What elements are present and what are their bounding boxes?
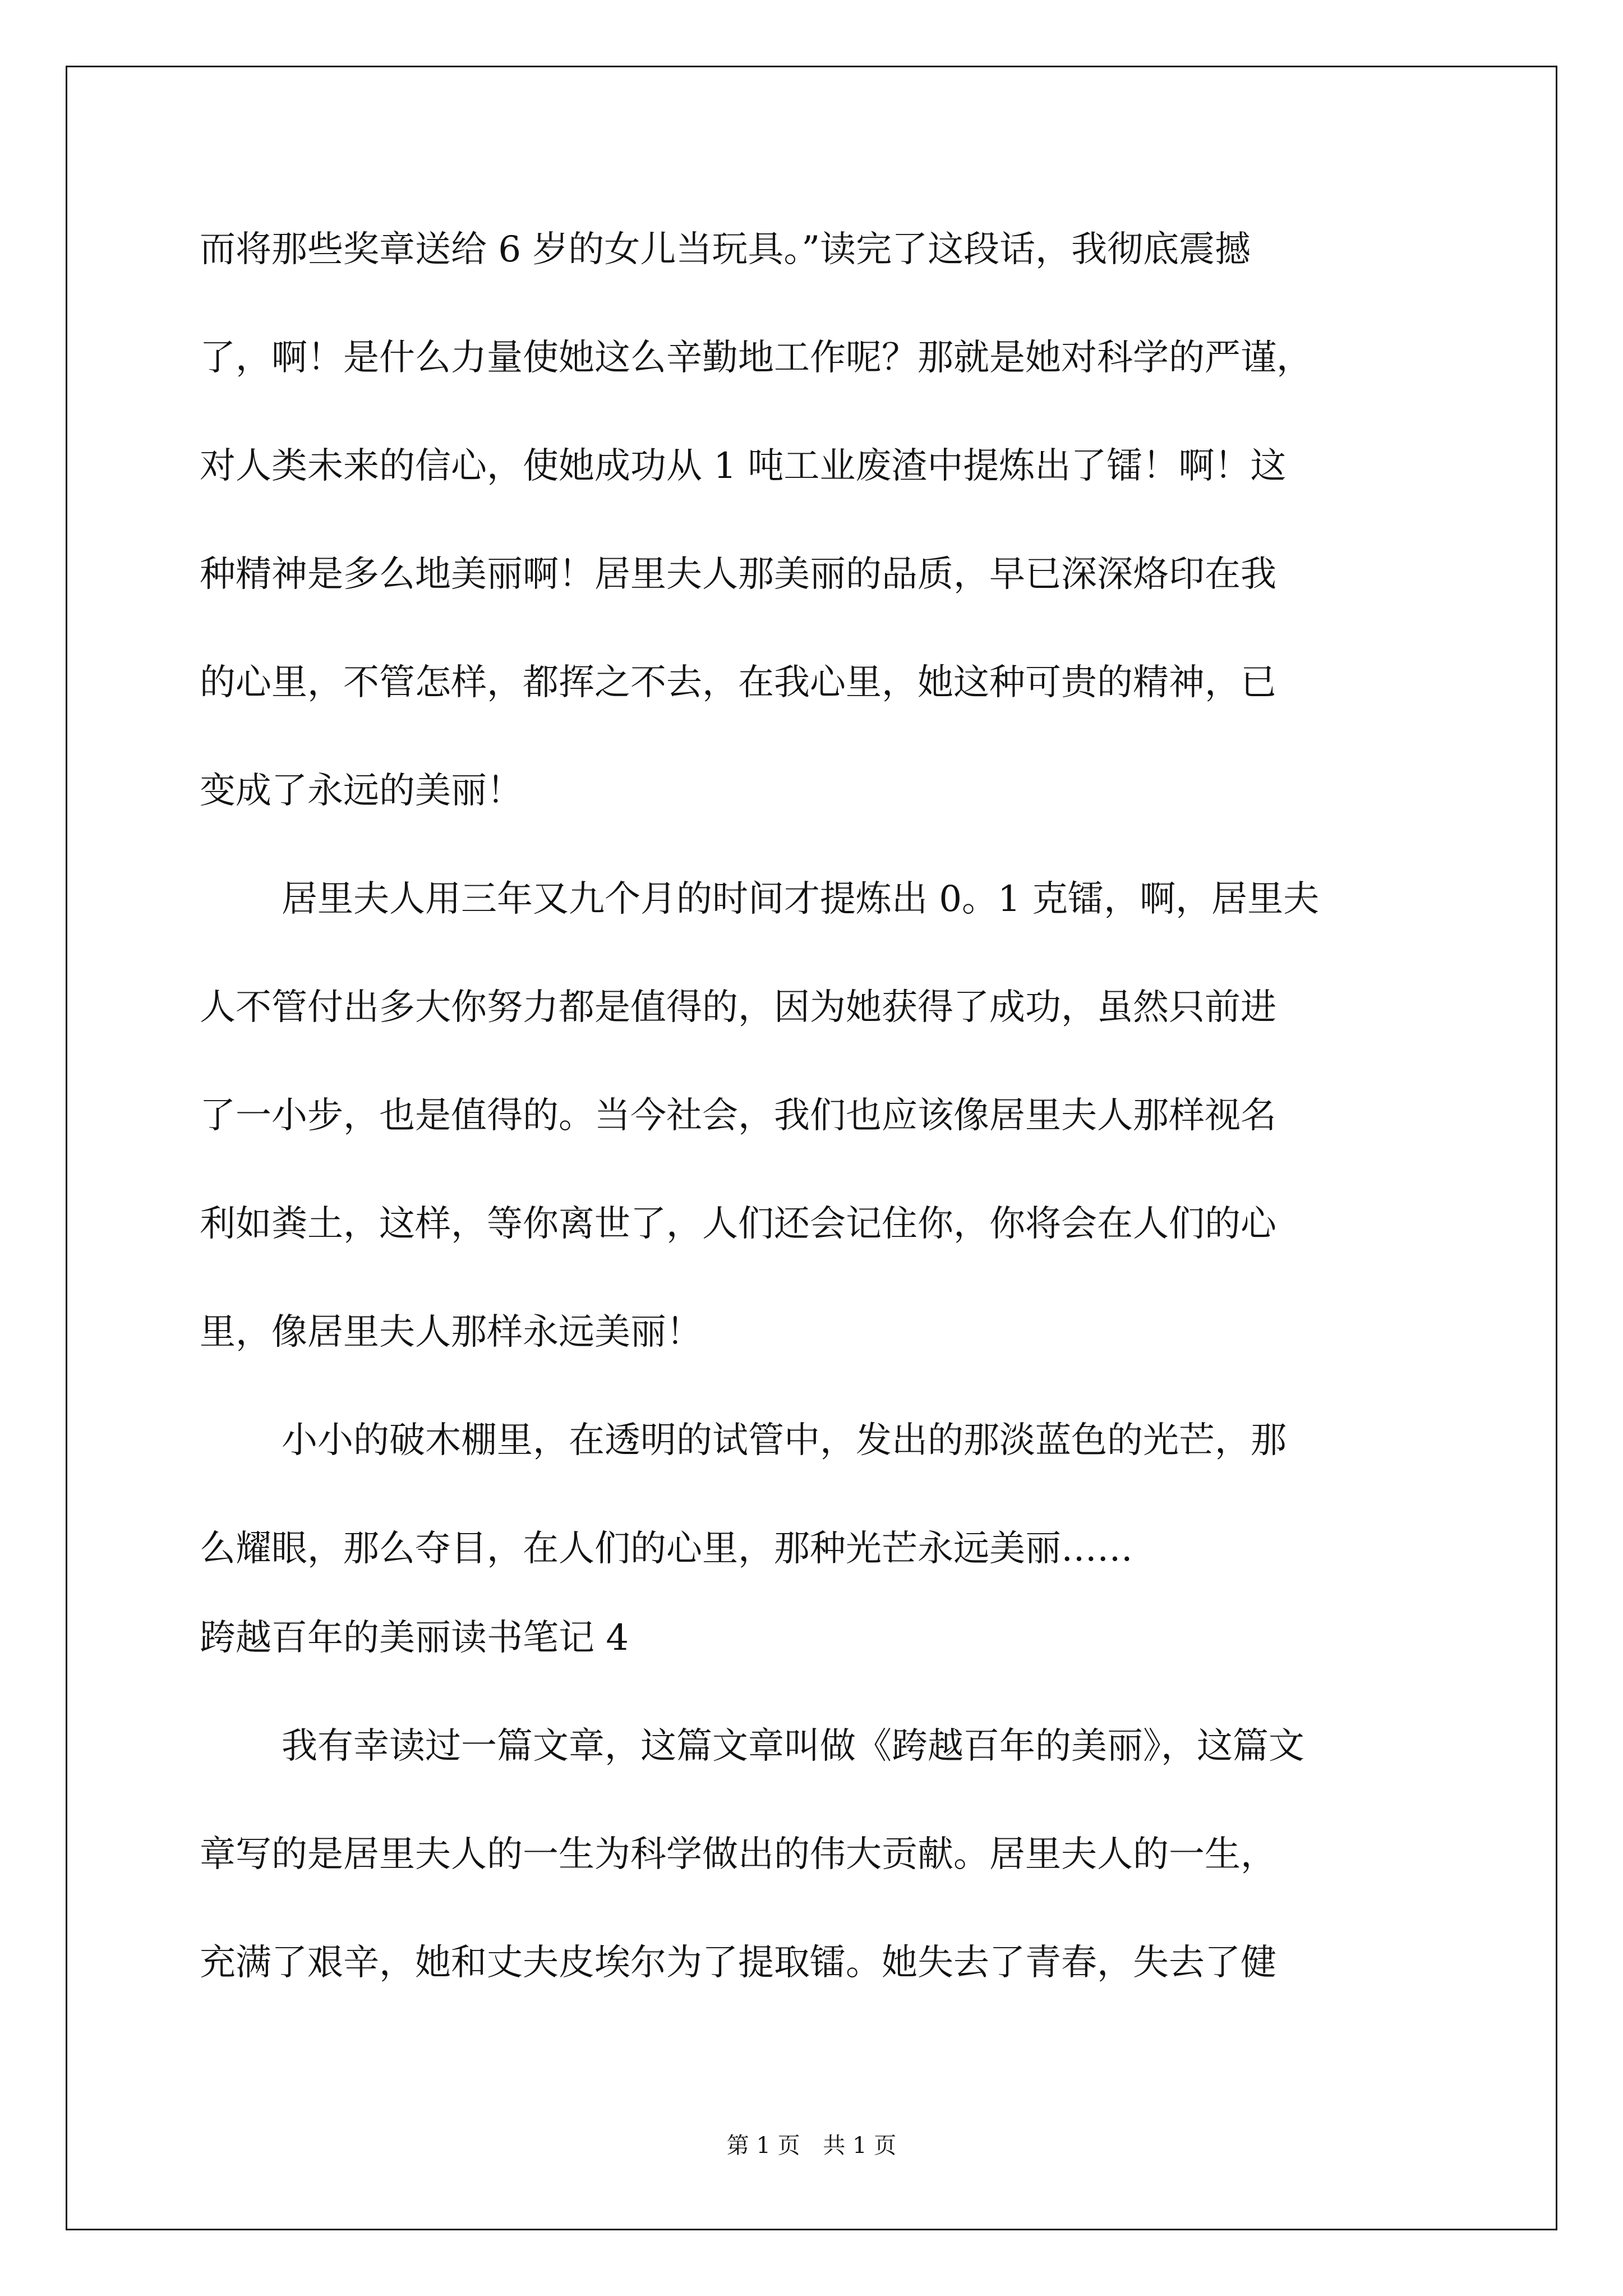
body-line-11: 里，像居里夫人那样永远美丽！ bbox=[200, 1312, 702, 1353]
body-line-12: 小小的破木棚里，在透明的试管中，发出的那淡蓝色的光芒，那 bbox=[282, 1420, 1287, 1461]
body-line-8: 人不管付出多大你努力都是值得的，因为她获得了成功，虽然只前进 bbox=[200, 987, 1276, 1028]
page-total: 共 1 页 bbox=[823, 2133, 897, 2159]
body-line-16: 章写的是居里夫人的一生为科学做出的伟大贡献。居里夫人的一生， bbox=[200, 1834, 1276, 1875]
body-line-9: 了一小步，也是值得的。当今社会，我们也应该像居里夫人那样视名 bbox=[200, 1095, 1276, 1137]
body-line-13: 么耀眼，那么夺目，在人们的心里，那种光芒永远美丽…… bbox=[200, 1528, 1133, 1570]
body-line-5: 的心里，不管怎样，都挥之不去，在我心里，她这种可贵的精神，已 bbox=[200, 662, 1276, 703]
body-line-2: 了，啊！是什么力量使她这么辛勤地工作呢？那就是她对科学的严谨， bbox=[200, 337, 1312, 379]
body-line-17: 充满了艰辛，她和丈夫皮埃尔为了提取镭。她失去了青春，失去了健 bbox=[200, 1942, 1276, 1984]
body-line-3: 对人类未来的信心，使她成功从 1 吨工业废渣中提炼出了镭！啊！这 bbox=[200, 445, 1287, 487]
section-heading: 跨越百年的美丽读书笔记 4 bbox=[200, 1617, 629, 1659]
body-line-10: 利如粪土，这样，等你离世了，人们还会记住你，你将会在人们的心 bbox=[200, 1203, 1276, 1245]
body-line-6: 变成了永远的美丽！ bbox=[200, 770, 523, 812]
body-line-1: 而将那些奖章送给 6 岁的女儿当玩具。”读完了这段话，我彻底震撼 bbox=[200, 229, 1251, 270]
page-number: 第 1 页 bbox=[726, 2133, 800, 2159]
body-line-15: 我有幸读过一篇文章，这篇文章叫做《跨越百年的美丽》，这篇文 bbox=[282, 1726, 1304, 1767]
page-footer bbox=[0, 2132, 1623, 2160]
body-line-4: 种精神是多么地美丽啊！居里夫人那美丽的品质，早已深深烙印在我 bbox=[200, 554, 1276, 595]
page-border bbox=[66, 66, 1557, 2230]
body-line-7: 居里夫人用三年又九个月的时间才提炼出 0。1 克镭，啊，居里夫 bbox=[282, 878, 1320, 920]
